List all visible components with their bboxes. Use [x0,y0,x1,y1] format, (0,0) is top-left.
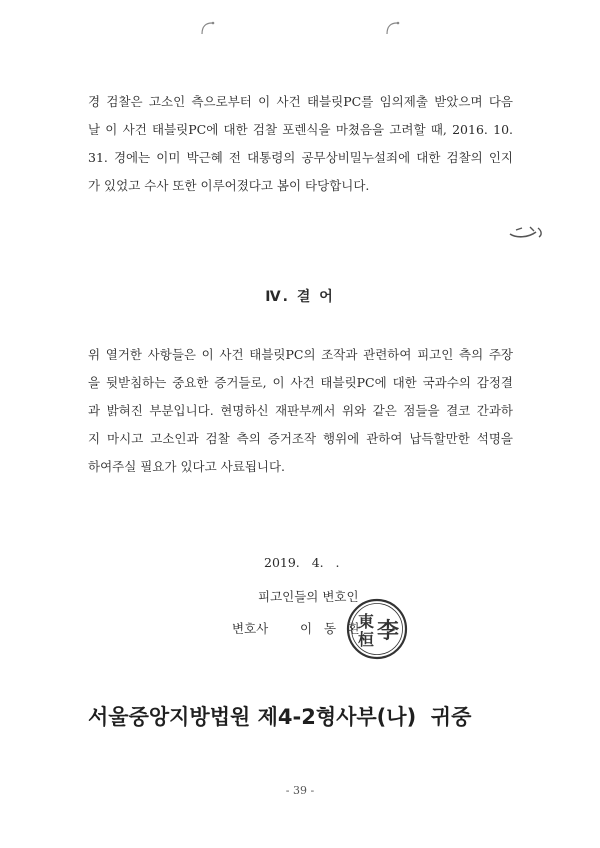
lawyer-title: 변호사 [232,621,269,636]
text-line: 날 이 사건 태블릿PC에 대한 검찰 포렌식을 마쳤음을 고려할 때, 2016. 10. [88,122,513,137]
binder-mark-right [383,20,403,36]
text-line: 경 검찰은 고소인 측으로부터 이 사건 태블릿PC를 임의제출 받았으며 다음 [88,94,513,109]
svg-text:東: 東 [357,612,375,631]
text-line: 하여주실 필요가 있다고 사료됩니다. [88,459,286,474]
section-heading-conclusion: Ⅳ. 결 어 [265,289,335,305]
text-line: 과 밝혀진 부분입니다. 현명하신 재판부께서 위와 같은 점들을 결코 간과하 [88,403,513,418]
lawyer-name: 이 동 환 [300,621,365,636]
svg-text:李: 李 [376,618,400,644]
page-number: - 39 - [285,784,315,797]
svg-text:桓: 桓 [357,630,375,649]
binder-mark-left [198,20,218,36]
margin-scribble-mark [506,222,546,242]
document-date: 2019. 4. . [264,555,340,570]
text-line: 가 있었고 수사 또한 이루어졌다고 봄이 타당합니다. [88,178,370,193]
paragraph-conclusion [88,341,513,481]
paragraph-evidence-summary [88,88,513,200]
court-addressee: 서울중앙지방법원 제4-2형사부(나) 귀중 [88,705,472,729]
seal-stamp-icon [345,597,409,661]
counsel-label: 피고인들의 변호인 [258,589,359,604]
text-line: 을 뒷받침하는 중요한 증거들로, 이 사건 태블릿PC에 대한 국과수의 감정결 [88,375,513,390]
text-line: 지 마시고 고소인과 검찰 측의 증거조작 행위에 관하여 납득할만한 석명을 [88,431,513,446]
text-line: 위 열거한 사항들은 이 사건 태블릿PC의 조작과 관련하여 피고인 측의 주장 [88,347,513,362]
text-line: 31. 경에는 이미 박근혜 전 대통령의 공무상비밀누설죄에 대한 검찰의 인지 [88,150,513,165]
